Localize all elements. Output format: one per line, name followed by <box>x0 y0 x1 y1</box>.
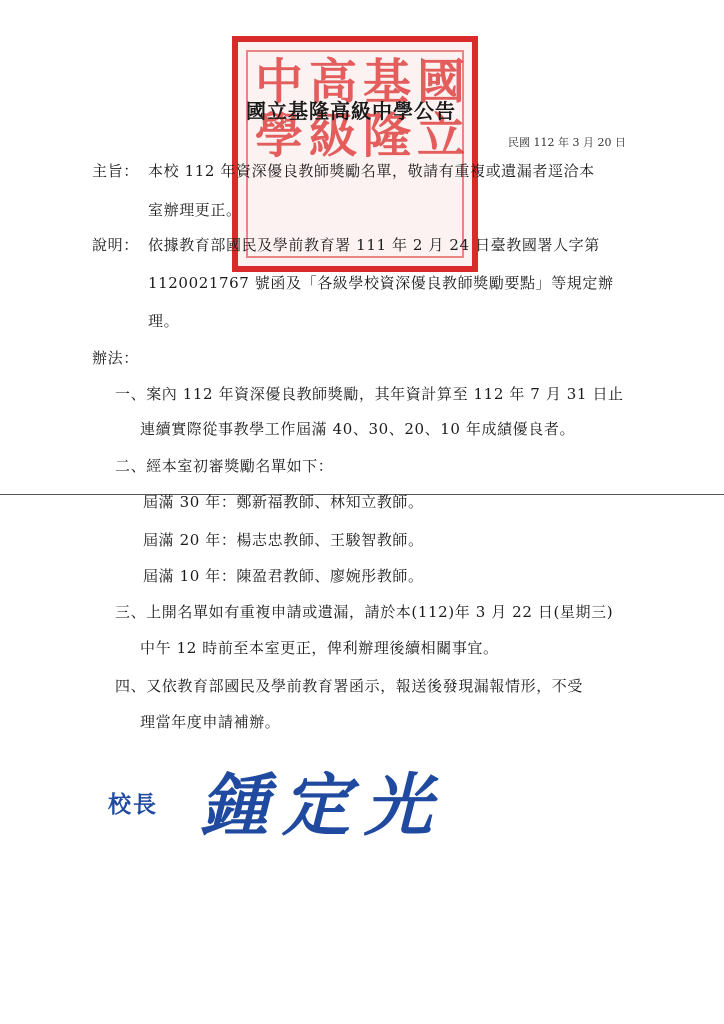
explanation-line: 理。 <box>148 312 180 330</box>
award-line: 屆滿 20 年：楊志忠教師、王駿智教師。 <box>143 531 424 549</box>
subject-line: 本校 112 年資深優良教師獎勵名單，敬請有重複或遺漏者逕洽本 <box>148 162 595 180</box>
method-item-3-line: 中午 12 時前至本室更正，俾利辦理後續相關事宜。 <box>140 639 499 657</box>
seal-character: 國 <box>416 54 465 110</box>
seal-character: 級 <box>308 108 357 164</box>
seal-character: 立 <box>416 108 465 164</box>
explanation-line: 依據教育部國民及學前教育署 111 年 2 月 24 日臺教國署人字第 <box>148 236 600 254</box>
method-label: 辦法： <box>92 349 139 367</box>
method-item-1-line: 連續實際從事教學工作屆滿 40、30、20、10 年成績優良者。 <box>140 420 576 438</box>
method-item-1-line: 一、案內 112 年資深優良教師獎勵，其年資計算至 112 年 7 月 31 日止 <box>115 385 624 403</box>
award-line: 屆滿 30 年：鄭新福教師、林知立教師。 <box>143 493 424 511</box>
seal-character: 中 <box>254 54 303 110</box>
award-line: 屆滿 10 年：陳盈君教師、廖婉彤教師。 <box>143 567 424 585</box>
seal-character: 學 <box>254 108 303 164</box>
seal-character: 隆 <box>362 108 411 164</box>
subject-line: 室辦理更正。 <box>148 201 242 219</box>
method-item-2-line: 二、經本室初審獎勵名單如下： <box>115 457 334 475</box>
seal-character: 高 <box>308 54 357 110</box>
method-item-4-line: 四、又依教育部國民及學前教育署函示，報送後發現漏報情形，不受 <box>115 677 584 695</box>
principal-signature: 鍾定光 <box>200 766 447 846</box>
subject-label: 主旨： <box>92 162 139 180</box>
method-item-4-line: 理當年度申請補辦。 <box>140 713 281 731</box>
principal-label: 校長 <box>108 791 158 818</box>
method-item-3-line: 三、上開名單如有重複申請或遺漏，請於本(112)年 3 月 22 日(星期三) <box>115 603 614 621</box>
seal-character: 基 <box>362 54 411 110</box>
explanation-label: 說明： <box>92 236 139 254</box>
page-title: 國立基隆高級中學公告 <box>246 99 456 123</box>
explanation-line: 1120021767 號函及「各級學校資深優良教師獎勵要點」等規定辦 <box>148 274 614 292</box>
announcement-date: 民國 112 年 3 月 20 日 <box>508 136 626 149</box>
